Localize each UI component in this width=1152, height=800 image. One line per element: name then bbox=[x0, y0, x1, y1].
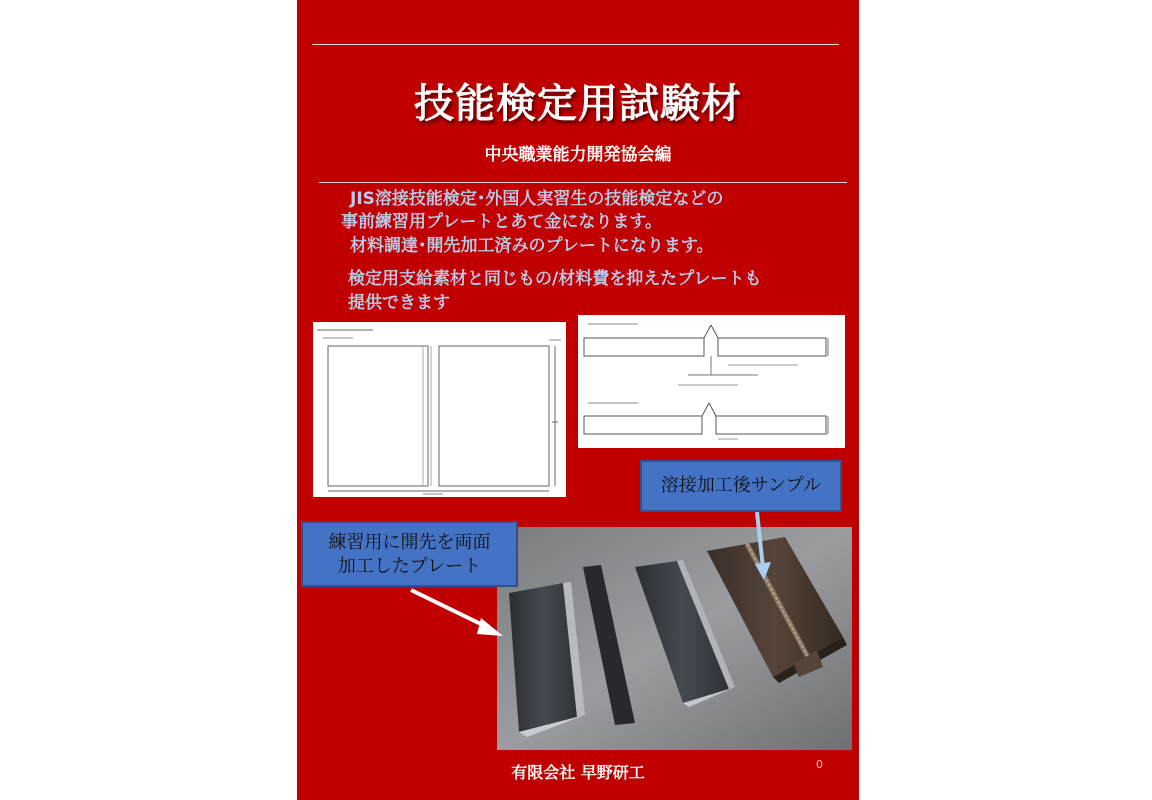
description-line-3: 材料調達･開先加工済みのプレートになります。 bbox=[350, 236, 714, 256]
company-name: 有限会社 早野研工 bbox=[511, 763, 645, 782]
plates-photo bbox=[497, 527, 852, 750]
plates-photo-svg bbox=[497, 527, 852, 750]
callout-practice-plate-line-2: 加工したプレート bbox=[337, 556, 482, 577]
page-number: 0 bbox=[816, 758, 823, 771]
callout-practice-plate-line-1: 練習用に開先を両面 bbox=[328, 532, 491, 553]
page-subtitle: 中央職業能力開発協会編 bbox=[484, 145, 672, 165]
callout-arrow-sample bbox=[747, 512, 777, 582]
top-rule bbox=[312, 44, 839, 45]
groove-detail-drawing bbox=[578, 315, 845, 448]
groove-detail-svg bbox=[578, 315, 845, 448]
page-title: 技能検定用試験材 bbox=[414, 81, 742, 127]
description-line-1: JIS溶接技能検定･外国人実習生の技能検定などの bbox=[350, 189, 724, 209]
callout-practice-plate bbox=[301, 521, 518, 587]
description-line-5: 提供できます bbox=[348, 293, 450, 313]
callout-arrow-plate bbox=[409, 588, 505, 640]
callout-welded-sample: 溶接加工後サンプル bbox=[640, 460, 842, 512]
plate-layout-svg bbox=[313, 322, 566, 497]
middle-rule bbox=[319, 182, 847, 183]
description-line-2: 事前練習用プレートとあて金になります。 bbox=[341, 212, 662, 232]
description-line-4: 検定用支給素材と同じもの/材料費を抑えたプレートも bbox=[348, 269, 762, 289]
plate-layout-drawing bbox=[313, 322, 566, 497]
cover-page bbox=[297, 0, 859, 800]
